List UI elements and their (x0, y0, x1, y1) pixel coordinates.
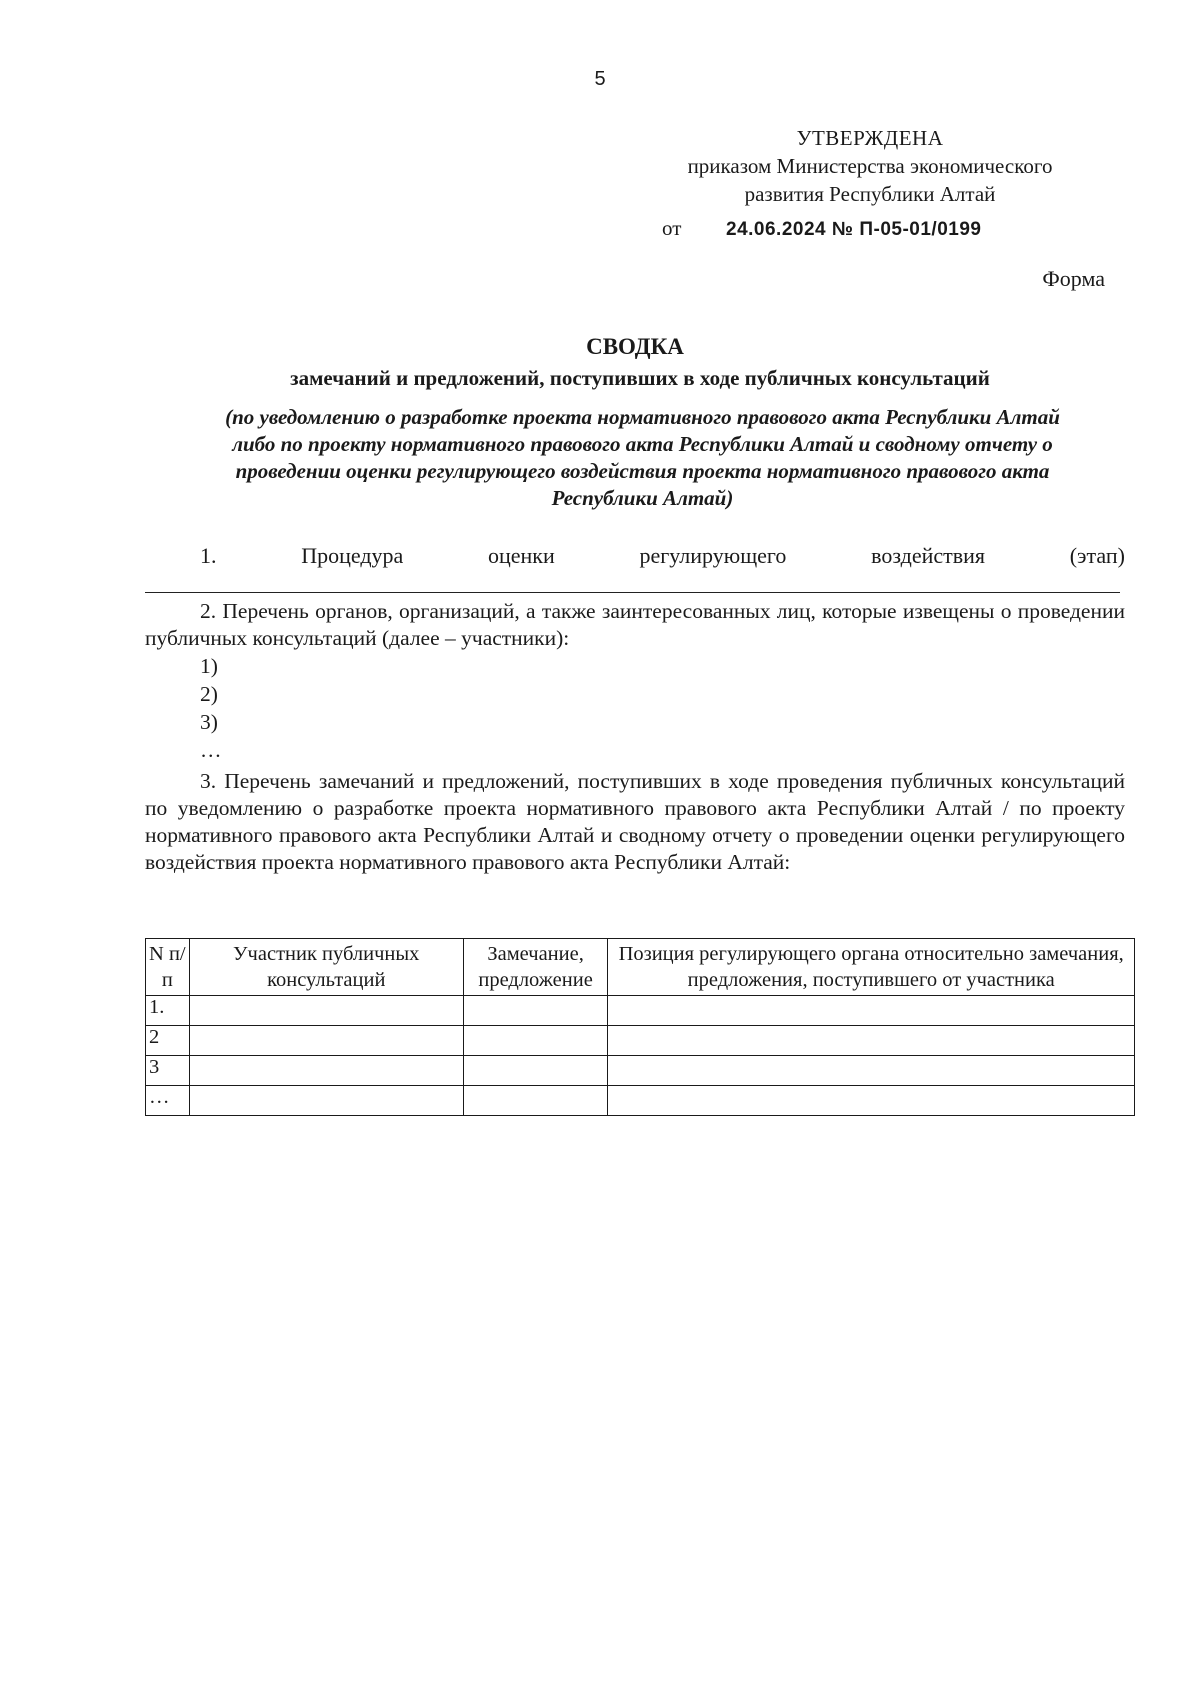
page-number: 5 (594, 68, 606, 90)
approval-line-1: приказом Министерства экономического (687, 154, 1053, 178)
italic-line-4: Республики Алтай) (551, 486, 734, 510)
participant-cell[interactable] (189, 1056, 463, 1086)
participants-list (200, 652, 222, 764)
remarks-table (145, 938, 1135, 1116)
row-number: … (146, 1086, 190, 1116)
participant-cell[interactable] (189, 996, 463, 1026)
list-item: 3) (200, 710, 218, 734)
approval-title: УТВЕРЖДЕНА (796, 126, 944, 150)
section-3-text: 3. Перечень замечаний и предложений, поступивших в ходе проведения публичных консультаций по уведомлению о разработке проекта нормативного правового акта Республики Алтай / по проекту нормативного правового акта Республики Алтай и сводному отчету о проведении оценки регулирующего воздействия проекта нормативного правового акта Республики Алтай: (145, 769, 1125, 874)
remark-cell[interactable] (463, 996, 608, 1026)
remark-cell[interactable] (463, 1026, 608, 1056)
approval-ot: от (662, 216, 682, 240)
section-1-word: Процедура (301, 543, 404, 568)
section-1-word: (этап) (1069, 543, 1125, 568)
section-1-fill-line (145, 592, 1120, 593)
section-1-procedure (145, 543, 1125, 569)
section-1-word: оценки (488, 543, 555, 568)
table-row (146, 996, 1135, 1026)
document-italic-note (145, 404, 1140, 512)
row-number: 1. (146, 996, 190, 1026)
section-2-paragraph (145, 598, 1125, 652)
participant-cell[interactable] (189, 1086, 463, 1116)
approval-date-number: 24.06.2024 № П-05-01/0199 (726, 219, 982, 240)
position-cell[interactable] (608, 996, 1135, 1026)
row-number: 2 (146, 1026, 190, 1056)
italic-line-2: либо по проекту нормативного правового акта Республики Алтай и сводному отчету о (232, 432, 1053, 456)
remark-cell[interactable] (463, 1086, 608, 1116)
approval-date-line (640, 214, 1100, 246)
list-item: 1) (200, 654, 218, 678)
header-remark: Замечание, предложение (463, 939, 608, 996)
header-n: N п/п (146, 939, 190, 996)
position-cell[interactable] (608, 1026, 1135, 1056)
section-1-word: воздействия (871, 543, 986, 568)
approval-block (640, 124, 1100, 246)
participant-cell[interactable] (189, 1026, 463, 1056)
row-number: 3 (146, 1056, 190, 1086)
document-subtitle: замечаний и предложений, поступивших в ходе публичных консультаций (290, 366, 990, 390)
table-row (146, 1056, 1135, 1086)
italic-line-1: (по уведомлению о разработке проекта нормативного правового акта Республики Алтай (225, 405, 1060, 429)
position-cell[interactable] (608, 1056, 1135, 1086)
table-header-row (146, 939, 1135, 996)
table-row (146, 1026, 1135, 1056)
approval-line-2: развития Республики Алтай (744, 182, 996, 206)
italic-line-3: проведении оценки регулирующего воздействия проекта нормативного правового акта (235, 459, 1050, 483)
table-row (146, 1086, 1135, 1116)
form-label: Форма (1042, 266, 1105, 291)
document-title: СВОДКА (586, 334, 684, 359)
remark-cell[interactable] (463, 1056, 608, 1086)
position-cell[interactable] (608, 1086, 1135, 1116)
section-2-text: 2. Перечень органов, организаций, а также заинтересованных лиц, которые извещены о проведении публичных консультаций (далее – участники): (145, 599, 1125, 650)
list-item: 2) (200, 682, 218, 706)
header-participant: Участник публичных консультаций (189, 939, 463, 996)
section-1-word: 1. (200, 543, 217, 568)
section-3-paragraph (145, 768, 1125, 876)
list-item: … (200, 738, 222, 762)
section-1-word: регулирующего (639, 543, 787, 568)
header-position: Позиция регулирующего органа относительно замечания, предложения, поступившего от участника (608, 939, 1135, 996)
